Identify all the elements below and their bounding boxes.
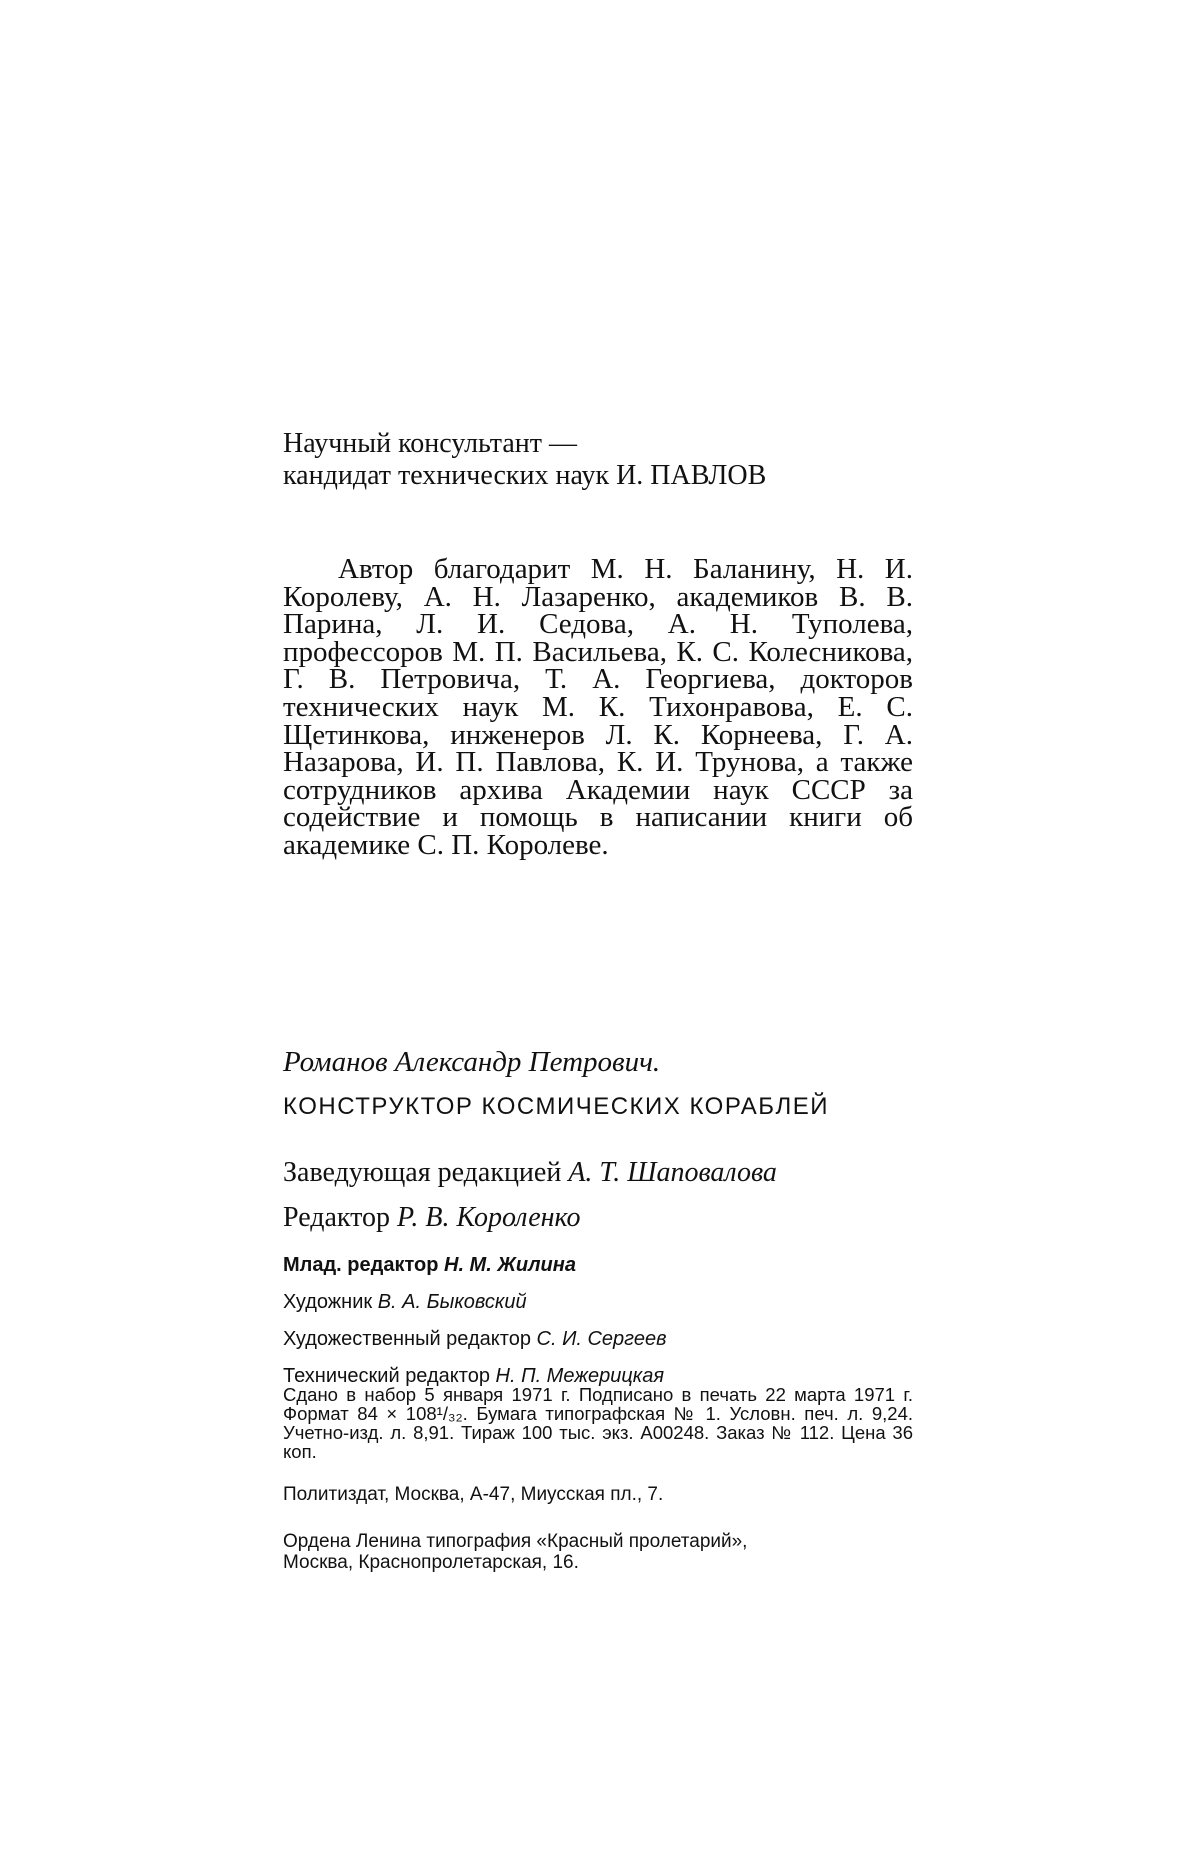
credit-role: Млад. редактор — [283, 1254, 439, 1276]
credit-name: Н. П. Межерицкая — [495, 1365, 665, 1387]
book-title: КОНСТРУКТОР КОСМИЧЕСКИХ КОРАБЛЕЙ — [283, 1093, 830, 1120]
consultant-name: кандидат технических наук И. ПАВЛОВ — [283, 460, 767, 491]
credit-role: Редактор — [283, 1202, 391, 1233]
credit-name: В. А. Быковский — [377, 1291, 527, 1313]
credit-row — [283, 1202, 913, 1254]
credit-role: Художник — [283, 1291, 373, 1313]
printer-info — [283, 1531, 913, 1573]
scientific-consultant — [283, 428, 913, 492]
credit-row — [283, 1254, 913, 1291]
book-author: Романов Александр Петрович. — [283, 1046, 661, 1078]
acknowledgment-paragraph: Автор благодарит М. Н. Баланину, Н. И. Королеву, А. Н. Лазаренко, академиков В. В. Парина, Л. И. Седова, А. Н. Туполева, профессоров М. П. Васильева, К. С. Колесникова, Г. В. Петровича, Т. А. Георгиева, докторов технических наук М. К. Тихонравова, Е. С. Щетинкова, инженеров Л. К. Корнеева, Г. А. Назарова, И. П. Павлова, К. И. Трунова, а также сотрудников архива Академии наук СССР за содействие и помощь в написании книги об академике С. П. Королеве. — [283, 553, 913, 861]
printing-details: Сдано в набор 5 января 1971 г. Подписано в печать 22 марта 1971 г. Формат 84 × 108¹/₃₂. Бумага типографская № 1. Условн. печ. л. 9,24. Учетно-изд. л. 8,91. Тираж 100 тыс. экз. А00248. Заказ № 112. Цена 36 коп. — [283, 1384, 913, 1462]
credit-name: Р. В. Короленко — [397, 1202, 581, 1233]
credit-name: С. И. Сергеев — [536, 1328, 667, 1350]
credit-row — [283, 1291, 913, 1328]
credit-row — [283, 1157, 913, 1202]
credit-role: Технический редактор — [283, 1365, 490, 1387]
publisher-address: Политиздат, Москва, А-47, Миусская пл., 7. — [283, 1484, 664, 1505]
credit-row — [283, 1328, 913, 1365]
printer-name: Ордена Ленина типография «Красный пролетарий», — [283, 1531, 748, 1552]
consultant-label: Научный консультант — — [283, 428, 577, 459]
credit-role: Заведующая редакцией — [283, 1157, 562, 1188]
editorial-credits — [283, 1157, 913, 1402]
credit-name: Н. М. Жилина — [444, 1254, 576, 1276]
credit-role: Художественный редактор — [283, 1328, 531, 1350]
credit-name: А. Т. Шаповалова — [568, 1157, 777, 1188]
printer-address: Москва, Краснопролетарская, 16. — [283, 1552, 579, 1573]
